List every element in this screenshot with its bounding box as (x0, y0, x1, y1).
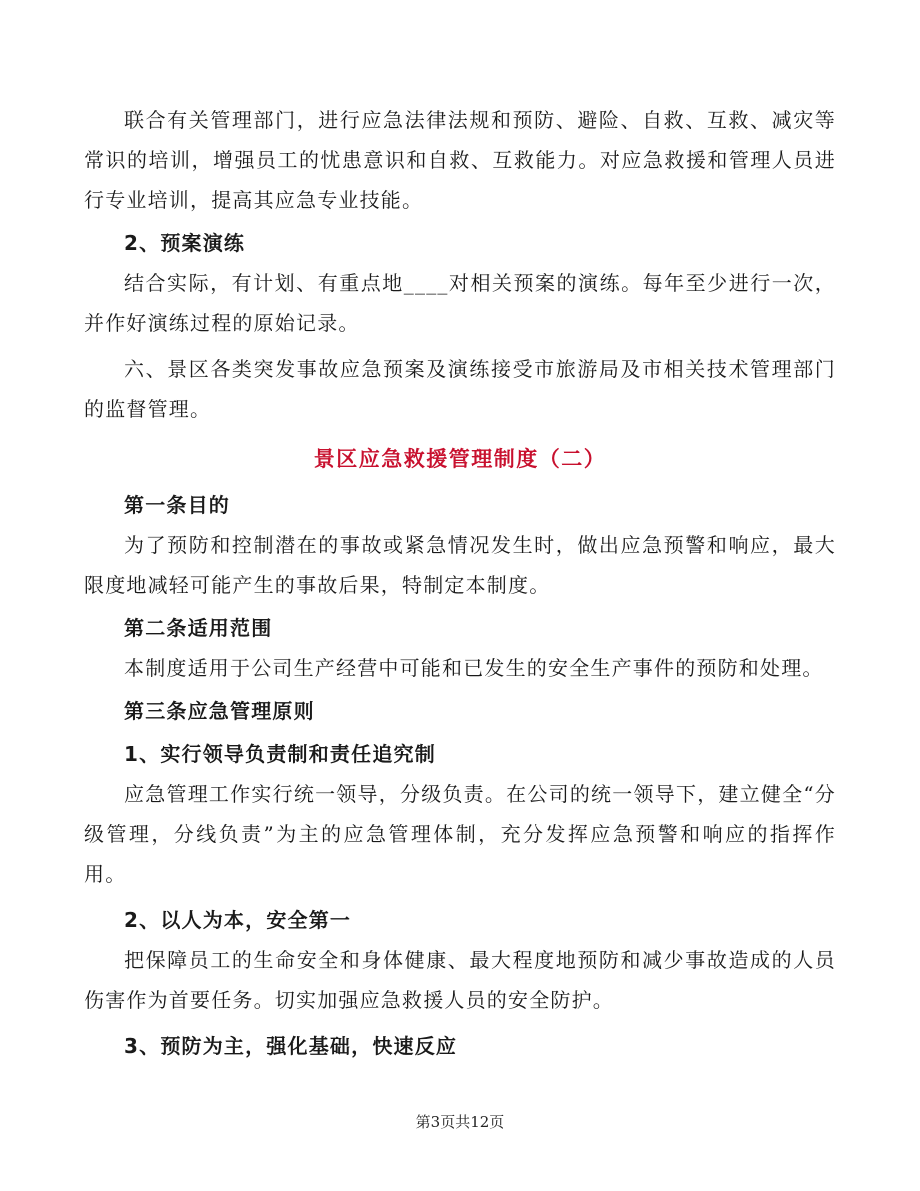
heading-plan-drill: 2、预案演练 (124, 231, 246, 255)
paragraph-training: 联合有关管理部门，进行应急法律法规和预防、避险、自救、互救、减灾等常识的培训，增强员工的忧患意识和自救、互救能力。对应急救援和管理人员进行专业培训，提高其应急专业技能。 (84, 108, 836, 212)
heading-article-1: 第一条目的 (124, 493, 230, 517)
page-number-footer: 第3页共12页 (415, 1113, 505, 1131)
heading-principle-2: 2、以人为本，安全第一 (124, 908, 352, 932)
heading-article-3: 第三条应急管理原则 (124, 699, 315, 723)
paragraph-principle-2: 把保障员工的生命安全和身体健康、最大程度地预防和减少事故造成的人员伤害作为首要任务。切实加强应急救援人员的安全防护。 (84, 948, 836, 1012)
heading-principle-1: 1、实行领导负责制和责任追究制 (124, 742, 436, 766)
document-title: 景区应急救援管理制度（二） (313, 447, 607, 471)
heading-principle-3: 3、预防为主，强化基础，快速反应 (124, 1034, 458, 1058)
document-page (84, 100, 836, 1066)
heading-article-2: 第二条适用范围 (124, 616, 273, 640)
paragraph-article-2: 本制度适用于公司生产经营中可能和已发生的安全生产事件的预防和处理。 (124, 656, 824, 680)
paragraph-supervision: 六、景区各类突发事故应急预案及演练接受市旅游局及市相关技术管理部门的监督管理。 (84, 357, 836, 421)
paragraph-principle-1: 应急管理工作实行统一领导，分级负责。在公司的统一领导下，建立健全“分级管理，分线负责”为主的应急管理体制，充分发挥应急预警和响应的指挥作用。 (84, 782, 836, 886)
paragraph-plan-drill: 结合实际，有计划、有重点地____对相关预案的演练。每年至少进行一次，并作好演练过程的原始记录。 (84, 271, 836, 335)
paragraph-article-1: 为了预防和控制潜在的事故或紧急情况发生时，做出应急预警和响应，最大限度地减轻可能产生的事故后果，特制定本制度。 (84, 533, 836, 597)
